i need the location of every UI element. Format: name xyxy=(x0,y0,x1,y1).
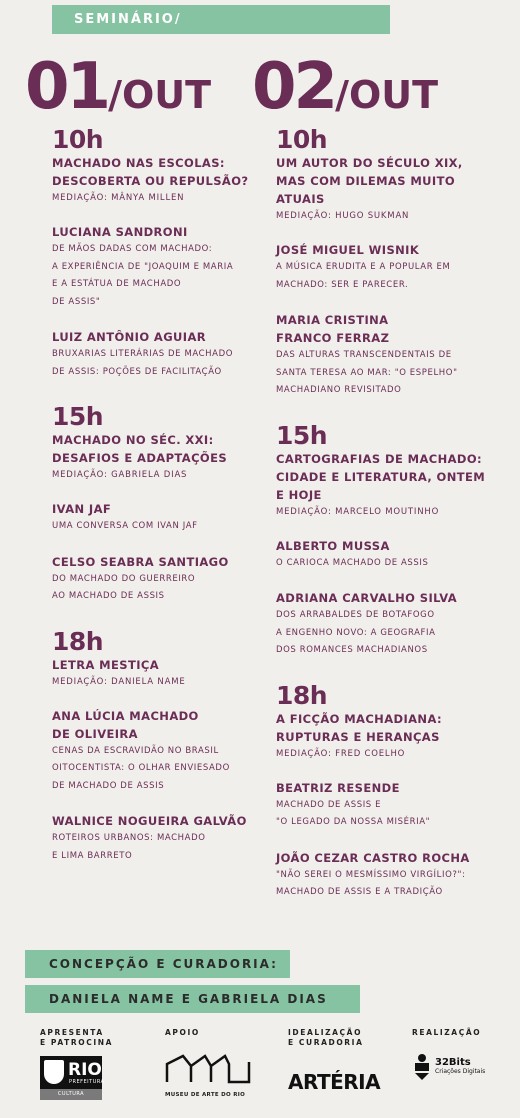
talk-topic: O CARIOCA MACHADO DE ASSIS xyxy=(276,557,429,568)
talk-topic: A MÚSICA ERUDITA E A POPULAR EM MACHADO: SER E PARECER. xyxy=(276,262,451,290)
session-time: 18h xyxy=(52,626,104,656)
talk-topic: DE MÃOS DADAS COM MACHADO: A EXPERIÊNCIA DE "JOAQUIM E MARIA E A ESTÁTUA DE MACHADO DE ASSIS" xyxy=(52,244,234,307)
day-heading-1 xyxy=(25,50,211,124)
talk-topic: "NÃO SEREI O MESMÍSSIMO VIRGÍLIO?": MACHADO DE ASSIS E A TRADIÇÃO xyxy=(276,869,466,897)
speaker-name: WALNICE NOGUEIRA GALVÃO xyxy=(52,814,247,828)
sponsor-realizacao xyxy=(412,1028,485,1082)
speaker-name: LUCIANA SANDRONI xyxy=(52,225,188,239)
talk-topic: CENAS DA ESCRAVIDÃO NO BRASIL OITOCENTISTA: O OLHAR ENVIESADO DE MACHADO DE ASSIS xyxy=(52,745,230,791)
rio-logo-word: RIO xyxy=(68,1060,102,1080)
session-time: 10h xyxy=(52,125,104,154)
rio-logo-prefeitura: PREFEITURA xyxy=(69,1079,105,1085)
session-18h xyxy=(276,682,511,902)
talk-topic: DAS ALTURAS TRANSCENDENTAIS DE SANTA TERESA AO MAR: "O ESPELHO" MACHADIANO REVISITADO xyxy=(276,350,458,395)
talk-topic: MACHADO DE ASSIS E "O LEGADO DA NOSSA MISÉRIA" xyxy=(276,799,431,827)
session-mediation: MEDIAÇÃO: HUGO SUKMAN xyxy=(276,211,410,221)
rio-prefeitura-logo xyxy=(40,1056,105,1100)
sponsor-label: APOIO xyxy=(165,1028,200,1037)
talk-topic: ROTEIROS URBANOS: MACHADO E LIMA BARRETO xyxy=(52,833,206,861)
seminario-banner: SEMINÁRIO/ xyxy=(52,5,390,34)
session-title: LETRA MESTIÇA xyxy=(52,657,160,672)
day-number: 02 xyxy=(252,50,336,124)
session-time: 15h xyxy=(52,402,104,431)
session-10h xyxy=(52,126,282,381)
museu-caption: MUSEU DE ARTE DO RIO xyxy=(165,1092,246,1098)
sponsor-label: REALIZAÇÃO xyxy=(412,1028,482,1037)
talk-topic: UMA CONVERSA COM IVAN JAF xyxy=(52,521,198,531)
session-time: 18h xyxy=(276,680,328,710)
session-18h xyxy=(52,628,282,866)
talk-topic: DOS ARRABALDES DE BOTAFOGO A ENGENHO NOVO: A GEOGRAFIA DOS ROMANCES MACHADIANOS xyxy=(276,610,436,655)
day-heading-2 xyxy=(252,50,438,124)
session-title: A FICÇÃO MACHADIANA: RUPTURAS E HERANÇAS xyxy=(276,711,442,744)
32bits-mascot-icon xyxy=(412,1052,432,1082)
session-mediation: MEDIAÇÃO: MARCELO MOUTINHO xyxy=(276,506,440,517)
concepcao-bar: CONCEPÇÃO E CURADORIA: xyxy=(25,950,290,978)
speaker-name: IVAN JAF xyxy=(52,502,112,516)
session-time: 15h xyxy=(276,420,328,450)
museu-arte-rio-logo-icon xyxy=(165,1052,251,1090)
32bits-logo xyxy=(412,1052,485,1082)
session-title: MACHADO NAS ESCOLAS: DESCOBERTA OU REPULSÃO? xyxy=(52,156,249,188)
sponsor-idealizacao xyxy=(288,1028,380,1094)
day2-schedule xyxy=(276,126,511,902)
session-mediation: MEDIAÇÃO: MÂNYA MILLEN xyxy=(52,193,185,203)
speaker-name: JOSÉ MIGUEL WISNIK xyxy=(276,243,420,257)
arteria-logo: ARTÉRIA xyxy=(288,1070,381,1094)
rio-shield-icon xyxy=(44,1060,64,1084)
day1-schedule xyxy=(52,126,282,865)
speaker-name: ADRIANA CARVALHO SILVA xyxy=(276,591,458,605)
sponsor-apresenta xyxy=(40,1028,113,1100)
speaker-name: LUIZ ANTÔNIO AGUIAR xyxy=(52,330,207,344)
speaker-name: BEATRIZ RESENDE xyxy=(276,780,400,795)
32bits-name: 32Bits xyxy=(435,1057,471,1068)
talk-topic: BRUXARIAS LITERÁRIAS DE MACHADO DE ASSIS: POÇÕES DE FACILITAÇÃO xyxy=(52,349,234,377)
session-title: CARTOGRAFIAS DE MACHADO: CIDADE E LITERATURA, ONTEM E HOJE xyxy=(276,451,486,502)
32bits-subtitle: Criações Digitais xyxy=(435,1068,486,1075)
session-mediation: MEDIAÇÃO: GABRIELA DIAS xyxy=(52,470,188,480)
speaker-name: MARIA CRISTINA FRANCO FERRAZ xyxy=(276,313,390,345)
speaker-name: CELSO SEABRA SANTIAGO xyxy=(52,554,229,569)
sponsor-logos xyxy=(0,1028,520,1118)
day-number: 01 xyxy=(25,50,109,124)
speaker-name: JOÃO CEZAR CASTRO ROCHA xyxy=(276,850,470,865)
speaker-name: ALBERTO MUSSA xyxy=(276,538,390,553)
sponsor-label: APRESENTA E PATROCINA xyxy=(40,1028,114,1047)
speaker-name: ANA LÚCIA MACHADO DE OLIVEIRA xyxy=(52,708,199,741)
talk-topic: DO MACHADO DO GUERREIRO AO MACHADO DE ASSIS xyxy=(52,573,196,601)
session-title: UM AUTOR DO SÉCULO XIX, MAS COM DILEMAS MUITO ATUAIS xyxy=(276,156,463,206)
session-time: 10h xyxy=(276,125,328,154)
sponsor-apoio xyxy=(165,1028,251,1098)
curadoras-bar: DANIELA NAME E GABRIELA DIAS xyxy=(25,985,360,1013)
day-month: /OUT xyxy=(335,73,439,117)
sponsor-label: IDEALIZAÇÃO E CURADORIA xyxy=(288,1028,364,1047)
session-15h xyxy=(52,403,282,606)
rio-logo-cultura: CULTURA xyxy=(40,1089,102,1100)
session-mediation: MEDIAÇÃO: FRED COELHO xyxy=(276,748,406,759)
session-title: MACHADO NO SÉC. XXI: DESAFIOS E ADAPTAÇÕES xyxy=(52,433,228,465)
session-15h xyxy=(276,422,511,660)
session-10h xyxy=(276,126,511,400)
session-mediation: MEDIAÇÃO: DANIELA NAME xyxy=(52,676,186,687)
day-month: /OUT xyxy=(108,73,212,117)
